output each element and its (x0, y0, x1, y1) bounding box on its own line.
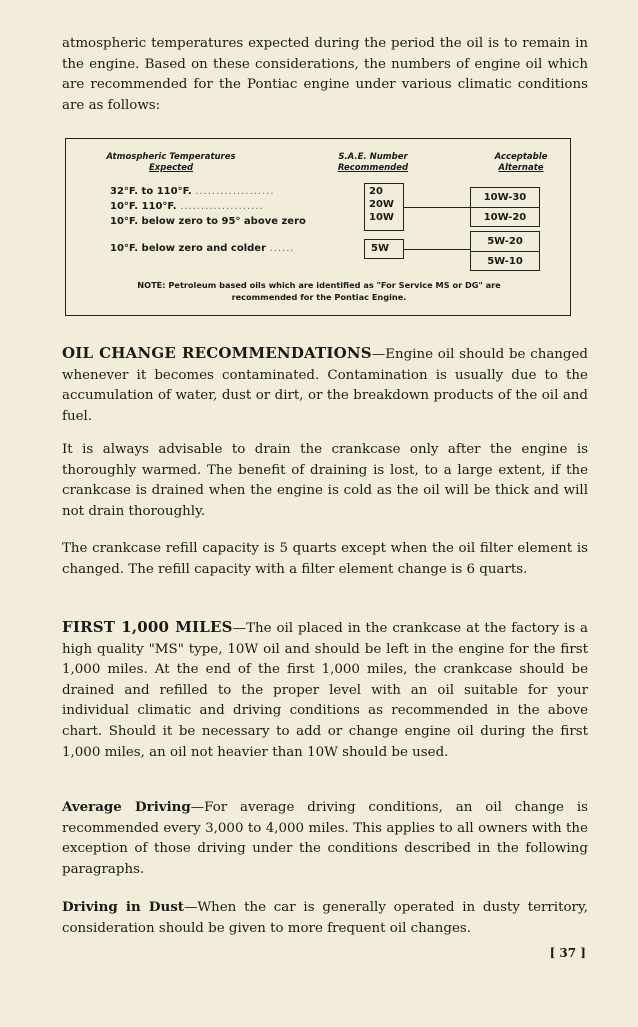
col-header-sae: S.A.E. Number Recommended (337, 152, 409, 173)
alternate-group-lower (470, 231, 540, 271)
oil-recommendation-chart (65, 138, 571, 316)
temp-row-3: 10°F. below zero to 95° above zero (110, 216, 306, 227)
temp-row-2: 10°F. 110°F. .................... (110, 201, 264, 212)
intro-paragraph: atmospheric temperatures expected during the period the oil is to remain in the engine. Based on these considerations, the numbers of engine oil which are recommended for the Pontiac engine under various climatic conditions are as follows: (62, 36, 588, 113)
first-miles-paragraph: FIRST 1,000 MILES—The oil placed in the crankcase at the factory is a high quality "MS" type, 10W oil and should be left in the engine for the first 1,000 miles. At the end of the first 1,000 miles, the crankcase should be drained and refilled to the proper level with an oil suitable for your individual climatic and driving conditions as recommended in the above chart. Should it be necessary to add or change engine oil during the first 1,000 miles, an oil not heavier than 10W should be used. (62, 618, 589, 760)
temp-row-1: 32°F. to 110°F. ................... (110, 186, 275, 197)
col-header-temperature: Atmospheric Temperatures Expected (106, 152, 236, 173)
sae-value: 20W (369, 199, 394, 210)
oil-change-paragraph: OIL CHANGE RECOMMENDATIONS—Engine oil should be changed whenever it becomes contaminated. Contamination is usually due to the accumulation of water, dust or dirt, or the breakdown products of the oil and fuel. (62, 344, 588, 424)
dust-driving-paragraph: Driving in Dust—When the car is generally operated in dusty territory, consideration should be given to more frequent oil changes. (62, 899, 588, 936)
alternate-group-upper (470, 187, 540, 227)
dust-driving-heading: Driving in Dust (62, 899, 184, 915)
chart-note: NOTE: Petroleum based oils which are identified as "For Service MS or DG" are recommended for the Pontiac Engine. (137, 280, 501, 302)
page-number: [ 37 ] (549, 946, 586, 960)
capacity-paragraph: The crankcase refill capacity is 5 quarts except when the oil filter element is changed. The refill capacity with a filter element change is 6 quarts. (62, 541, 588, 577)
connector-line-upper (404, 207, 470, 208)
sae-values-upper (369, 185, 394, 224)
sae-value: 20 (369, 186, 383, 197)
temp-row-4: 10°F. below zero and colder ...... (110, 243, 295, 254)
sae-values-lower (371, 242, 389, 255)
connector-line-lower (404, 249, 470, 250)
sae-value: 10W (369, 212, 394, 223)
alternate-value: 5W-10 (471, 251, 539, 271)
first-miles-heading: FIRST 1,000 MILES (62, 618, 233, 636)
sae-value: 5W (371, 243, 389, 254)
alternate-value: 10W-30 (483, 192, 527, 203)
alternate-value: 10W-20 (471, 207, 539, 227)
average-driving-heading: Average Driving (62, 799, 191, 815)
col-header-alternate: Acceptable Alternate (494, 152, 548, 173)
alternate-value: 5W-20 (487, 236, 523, 247)
average-driving-paragraph: Average Driving—For average driving conditions, an oil change is recommended every 3,000 to 4,000 miles. This applies to all owners with the exception of those driving under the conditions described in the following paragraphs. (62, 799, 588, 877)
drain-paragraph: It is always advisable to drain the crankcase only after the engine is thoroughly warmed. The benefit of draining is lost, to a large extent, if the crankcase is drained when the engine is cold as the oil will be thick and will not drain thoroughly. (62, 442, 588, 519)
oil-change-heading: OIL CHANGE RECOMMENDATIONS (62, 344, 372, 362)
